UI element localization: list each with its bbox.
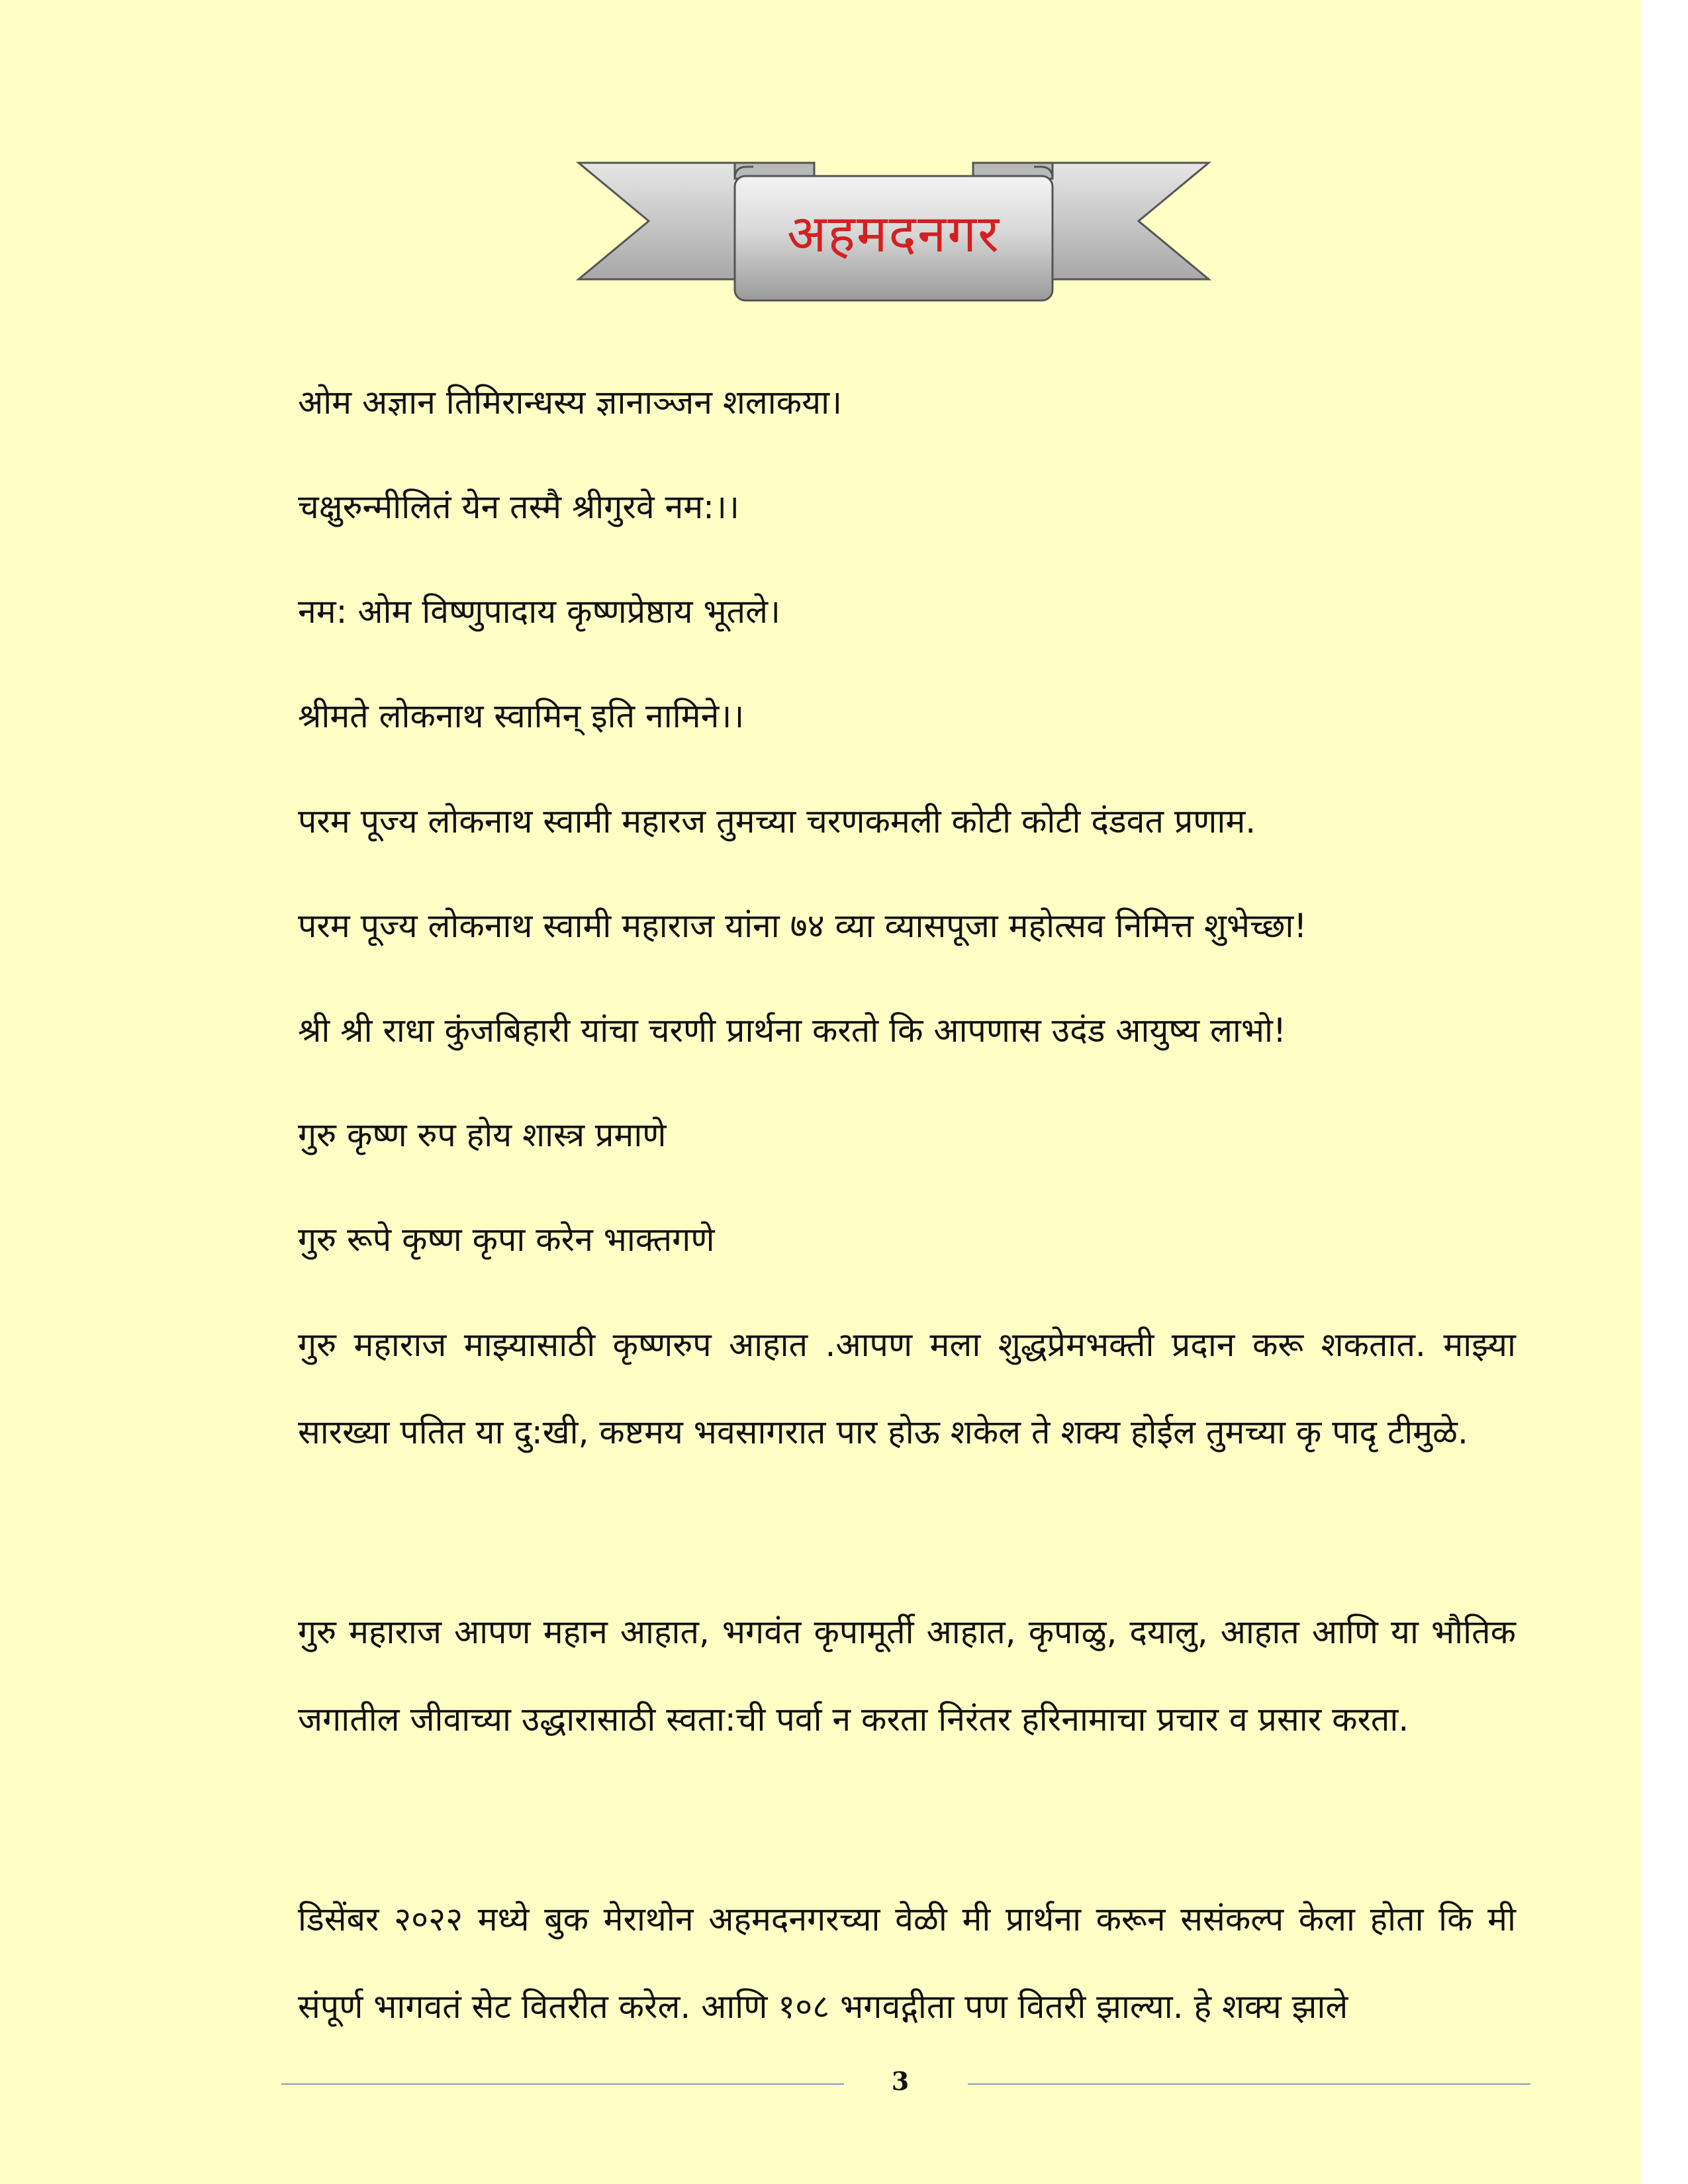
title-banner [576, 159, 1211, 311]
footer-rule-right [968, 2083, 1530, 2085]
verse-line-1: ओम अज्ञान तिमिरान्धस्य ज्ञानाञ्जन शलाकया। [298, 383, 843, 422]
page-number: 3 [891, 2066, 910, 2096]
quote-line-2: गुरु रूपे कृष्ण कृपा करेन भाक्तगणे [298, 1220, 715, 1259]
paragraph-2: गुरु महाराज आपण महान आहात, भगवंत कृपामूर्ती आहात, कृपाळु, दयालु, आहात आणि या भौतिक जगातील जीवाच्या उद्धारासाठी स्वता:ची पर्वा न करता निरंतर हरिनामाचा प्रचार व प्रसार करता. [298, 1613, 1516, 1739]
verse-line-3: नम: ओम विष्णुपादाय कृष्णप्रेष्ठाय भूतले। [298, 592, 780, 631]
paragraph-1: गुरु महाराज माझ्यासाठी कृष्णरुप आहात .आपण मला शुद्धप्रेमभक्ती प्रदान करू शकतात. माझ्या सारख्या पतित या दु:खी, कष्टमय भवसागरात पार होऊ शकेल ते शक्य होईल तुमच्या कृ पादृ टीमुळे. [298, 1326, 1516, 1451]
quote-line-1: गुरु कृष्ण रुप होय शास्त्र प्रमाणे [298, 1116, 667, 1154]
verse-line-2: चक्षुरुन्मीलितं येन तस्मै श्रीगुरवे नम:।। [298, 488, 739, 526]
prayer-line: श्री श्री राधा कुंजबिहारी यांचा चरणी प्रार्थना करतो कि आपणास उदंड आयुष्य लाभो! [298, 1011, 1287, 1050]
verse-line-4: श्रीमते लोकनाथ स्वामिन् इति नामिने।। [298, 697, 745, 735]
footer-rule-left [281, 2083, 844, 2085]
page-title: अहमदनगर [786, 205, 1001, 264]
greeting-line-2: परम पूज्य लोकनाथ स्वामी महाराज यांना ७४ व्या व्यासपूजा महोत्सव निमित्त शुभेच्छा! [298, 907, 1307, 945]
greeting-line-1: परम पूज्य लोकनाथ स्वामी महारज तुमच्या चरणकमली कोटी कोटी दंडवत प्रणाम. [298, 802, 1256, 841]
paragraph-3: डिसेंबर २०२२ मध्ये बुक मेराथोन अहमदनगरच्या वेळी मी प्रार्थना करून ससंकल्प केला होता कि मी संपूर्ण भागवतं सेट वितरीत करेल. आणि १०८ भगवद्गीता पण वितरी झाल्या. हे शक्य झाले [298, 1900, 1516, 2026]
